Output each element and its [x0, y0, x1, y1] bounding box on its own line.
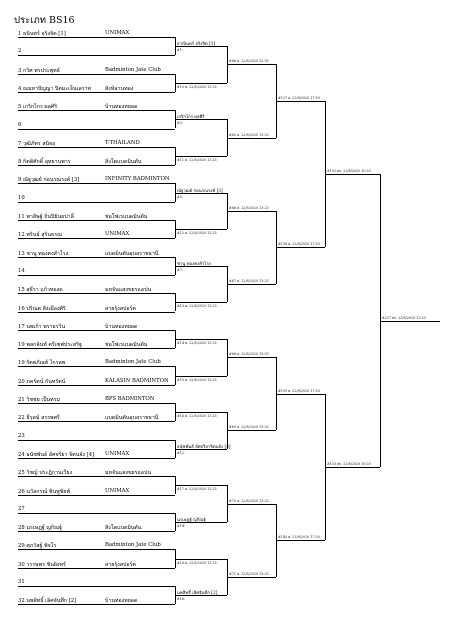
winner-line: [227, 284, 276, 285]
player-line: [18, 348, 175, 349]
player-name: 12 พรินธ์ สุรินธรณ: [18, 232, 62, 239]
player-name: 9 ณัฐวุฒย์ ก่อนรณรงค์ [3]: [18, 177, 80, 184]
player-line: [18, 513, 175, 514]
player-line: [18, 220, 175, 221]
champion-line: [380, 321, 440, 322]
match-info: #3:: [177, 121, 183, 126]
player-name: 11 พาสิษฐ์ ถิ่นปิยินยปาลี่: [18, 214, 74, 220]
player-club: ช่อโฟเรแบดมินตัน: [105, 342, 148, 349]
match-info: #15 ศ. 22/8/2020 13:25: [177, 377, 217, 382]
player-name: 13 ชานู ทองคงสำโรง: [18, 250, 69, 257]
player-line: [18, 476, 175, 477]
player-line: [18, 293, 175, 294]
player-club: บ้านทองหยอด: [105, 598, 138, 605]
player-club: แบดมินตันอุบลราชธานี: [105, 415, 159, 422]
player-name: 30 วรรษพร ชินผิงทร์: [18, 561, 66, 568]
match-info: #137 ศ. 22/8/2020 17:30: [278, 96, 320, 101]
player-line: [18, 330, 175, 331]
player-name: 4 ณมหาปัญญา ปิตมะเจ็นเลราท: [18, 85, 92, 92]
match-info: #68 ศ. 22/8/2020 13:25: [229, 352, 269, 357]
player-name: 17 นพเก้า พรายรวิน: [18, 323, 66, 330]
player-name: 10: [18, 194, 25, 201]
match-info: #12:: [177, 450, 186, 455]
winner-line: [276, 540, 325, 541]
match-info: #12 ศ. 22/8/2020 13:25: [177, 231, 217, 236]
player-club: มหจันแสงขยรแอปน: [105, 470, 152, 477]
winner-line: [227, 504, 276, 505]
player-line: [18, 604, 175, 605]
player-line: [18, 403, 175, 404]
winner-line: [175, 412, 227, 413]
match-info: #138 ศ. 22/8/2020 17:30: [278, 242, 320, 247]
winner-line: [276, 247, 325, 248]
player-name: 7 วุฒิภัทร สนิจฤ: [18, 140, 56, 147]
match-info: #16 ศ. 22/8/2020 13:25: [177, 414, 217, 419]
player-club: สิงโตแบดมินตัน: [105, 159, 142, 166]
player-line: [18, 110, 175, 111]
player-line: [18, 129, 175, 130]
player-name: 31: [18, 579, 25, 585]
player-name: 28 นรเษฎฐ์ ญกิณฐ์: [18, 525, 62, 532]
player-name: 6: [18, 121, 22, 128]
match-info: #69 ศ. 22/8/2020 13:25: [229, 425, 269, 430]
winner-line: [175, 376, 227, 377]
player-name: 25 วิชญ์ ประฎิกานเวียง: [18, 470, 73, 477]
player-line: [18, 275, 175, 276]
winner-line: [227, 138, 276, 139]
match-info: #152 ศก. 23/8/2020 10:20: [327, 169, 371, 174]
player-name: 19 พลกลินท์ ตรีเซฟประสริฐ: [18, 342, 82, 349]
player-name: 5 เกริกไกร ผลศิริ: [18, 104, 58, 111]
match-info: #13 ศ. 22/8/2020 13:25: [177, 304, 217, 309]
player-club: UNIMAX: [105, 231, 130, 238]
player-club: Badminton Jate Club: [105, 542, 161, 549]
match-info: #153 ศก. 23/8/2020 10:20: [327, 462, 371, 467]
player-club: มหจันแสงขยรแอปน: [105, 287, 152, 294]
winner-line: [276, 101, 325, 102]
player-name: 2: [18, 48, 22, 55]
player-club: UNIMAX: [105, 30, 130, 36]
winner-line: [227, 577, 276, 578]
match-info: #1:: [177, 48, 183, 53]
player-line: [18, 74, 175, 75]
match-winner: นรเษฎฐ์ ญกิณฐ์: [177, 517, 206, 523]
winner-line: [175, 485, 227, 486]
winner-line: [175, 339, 227, 340]
winner-line: [175, 302, 227, 303]
player-line: [18, 312, 175, 313]
player-club: บ้านทองหยอด: [105, 323, 138, 330]
player-line: [18, 147, 175, 148]
match-winner: ชานู ทองคงสำโรง: [177, 261, 211, 267]
winner-line: [227, 357, 276, 358]
winner-line: [276, 394, 325, 395]
player-name: 8 กิตติศักดิ์ อุทยานพาร: [18, 159, 71, 166]
player-name: 20 ภครัตน์ กันทรัตน์: [18, 378, 66, 385]
match-info: #18 ศ. 22/8/2020 13:25: [177, 560, 217, 565]
player-line: [18, 385, 175, 386]
match-info: #5:: [177, 194, 183, 199]
winner-line: [175, 229, 227, 230]
player-line: [18, 202, 175, 203]
player-name: 24 ธนัชพันธ์ อัศจริยา จิตนจัง [4]: [18, 451, 95, 458]
match-info: #70 ศ. 22/8/2020 13:25: [229, 498, 269, 503]
winner-line: [175, 156, 227, 157]
player-club: ช่อโฟเรแบดมินตัน: [105, 214, 148, 220]
winner-line: [227, 211, 276, 212]
player-line: [18, 238, 175, 239]
player-name: 23: [18, 432, 25, 439]
player-name: 16 ปริณต สิงเมืองศิริ: [18, 305, 66, 312]
match-winner: ธนัชพันธ์ อัศจริยาจิตนจัง [4]: [177, 444, 231, 450]
player-line: [18, 55, 175, 56]
player-club: สายรุ้งสปอร์ต: [105, 305, 136, 312]
winner-line: [175, 83, 227, 84]
player-club: สิงห์อานทอง: [105, 85, 134, 92]
player-name: 29 ศุภวัสฐ์ พิจโร: [18, 543, 57, 550]
player-line: [18, 458, 175, 459]
final-match-info: #227 ศก. 23/8/2020 12:55: [382, 315, 426, 320]
player-club: Badminton Jate Club: [105, 66, 161, 73]
match-info: #140 ศ. 22/8/2020 17:30: [278, 535, 320, 540]
player-club: KALASIN BADMINTON: [105, 377, 169, 384]
match-info: #14 ศ. 22/8/2020 13:25: [177, 340, 217, 345]
match-info: #66 ศ. 22/8/2020 12:55: [229, 59, 269, 64]
player-club: บ้านทองหยอด: [105, 104, 138, 111]
player-club: INFINITY BADMINTON: [105, 176, 170, 183]
match-winner: เกริกไกร ผลศิริ: [177, 115, 205, 121]
player-line: [18, 549, 175, 550]
winner-line: [175, 559, 227, 560]
player-club: สิงโตแบดมินตัน: [105, 525, 142, 532]
match-info: #7:: [177, 267, 183, 272]
match-winner: ณัฐวุฒย์ ก่อนรณรงค์ [3]: [177, 188, 223, 194]
player-name: 26 นวัลกรณ์ ชินพูชัยพ์: [18, 488, 70, 495]
match-info: #67 ศ. 22/8/2020 13:25: [229, 279, 269, 284]
player-name: 1 ธนินทร์ จริงจิต [1]: [18, 31, 66, 37]
player-line: [18, 257, 175, 258]
player-line: [18, 366, 175, 367]
player-line: [18, 37, 175, 38]
player-line: [18, 421, 175, 422]
player-line: [18, 531, 175, 532]
player-line: [18, 92, 175, 93]
player-line: [18, 183, 175, 184]
match-info: #66 ศ. 22/8/2020 13:25: [229, 205, 269, 210]
match-info: #17 ศ. 22/8/2020 13:25: [177, 487, 217, 492]
player-name: 15 สุธีรา แก้วทองด: [18, 287, 63, 294]
match-info: #10 ศ. 22/8/2020 13:25: [177, 84, 217, 89]
match-winner: ธาณินทร์ จริงจิต [1]: [177, 42, 216, 48]
player-club: สายรุ้งสปอร์ต: [105, 561, 136, 568]
match-info: #11 ศ. 22/8/2020 13:25: [177, 157, 217, 162]
match-info: #71 ศ. 22/8/2020 13:25: [229, 571, 269, 576]
player-club: UNIMAX: [105, 450, 130, 457]
winner-line: [227, 64, 276, 65]
player-name: 19 รัตตภัณท์ ไกรลพ: [18, 360, 66, 367]
match-info: #16:: [177, 597, 186, 602]
player-name: 14: [18, 267, 25, 274]
player-name: 3 กวิศ พรประพุทธ์: [18, 67, 60, 74]
player-line: [18, 568, 175, 569]
player-club: BPS BADMINTON: [105, 396, 155, 402]
match-info: #65 ศ. 22/8/2020 13:25: [229, 132, 269, 137]
match-info: #14:: [177, 523, 186, 528]
match-info: #139 ศ. 22/8/2020 17:30: [278, 388, 320, 393]
player-line: [18, 495, 175, 496]
winner-line: [227, 430, 276, 431]
player-line: [18, 440, 175, 441]
player-line: [18, 586, 175, 587]
winner-line: [325, 467, 380, 468]
player-club: Badminton Jate Club: [105, 359, 161, 366]
player-club: T-THAILAND: [105, 139, 140, 146]
player-name: 22 ธีรุดม์ สรรพศรี: [18, 415, 60, 422]
player-club: UNIMAX: [105, 487, 130, 494]
player-name: 32 นพสิทธิ์ เลิศจันทึก [2]: [18, 598, 77, 605]
player-club: แบดมินตันอุบลราชธานี: [105, 250, 159, 257]
match-winner: นพสิทธิ์ เลิศจันทึก [2]: [177, 591, 218, 597]
player-line: [18, 165, 175, 166]
page-title: ประเภท BS16: [14, 15, 75, 26]
player-name: 27: [18, 505, 25, 512]
winner-line: [325, 174, 380, 175]
player-name: 21 วิชชย เป็นทรม: [18, 397, 60, 403]
